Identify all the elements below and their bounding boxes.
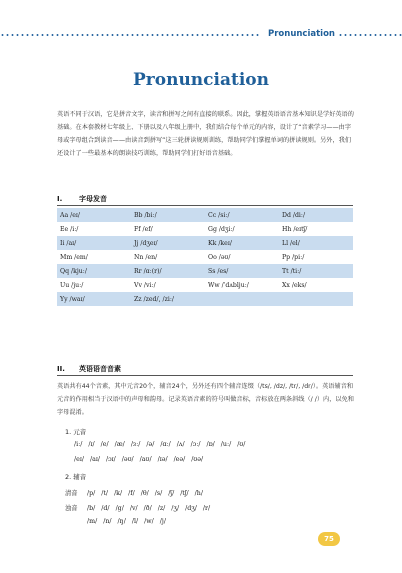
header-dotted-rule-right xyxy=(338,34,402,36)
consonants-heading: 2. 辅音 xyxy=(65,473,87,481)
phoneme-symbol: /ʊ/ xyxy=(237,441,246,448)
alphabet-row xyxy=(57,292,353,306)
phoneme-symbol: /θ/ xyxy=(140,490,149,497)
phoneme-symbol: /d/ xyxy=(101,505,110,512)
letter-cell: Dd /diː/ xyxy=(279,208,353,222)
letter-cell: Ii /aɪ/ xyxy=(57,236,131,250)
letter-cell: Jj /dʒeɪ/ xyxy=(131,236,205,250)
phoneme-symbol: /r/ xyxy=(202,505,211,512)
letter-cell: Gg /dʒiː/ xyxy=(205,222,279,236)
phoneme-symbol: /ɔː/ xyxy=(190,441,201,448)
phoneme-symbol: /iː/ xyxy=(74,441,83,448)
section-title: 英语语音音素 xyxy=(79,365,121,373)
letter-cell: Oo /əʊ/ xyxy=(205,250,279,264)
phoneme-symbol: /j/ xyxy=(159,518,166,525)
letter-cell: Ll /el/ xyxy=(279,236,353,250)
alphabet-row xyxy=(57,208,353,222)
section-heading-alphabet xyxy=(57,194,107,204)
intro-paragraph: 英语不同于汉语，它是拼音文字，读音和拼写之间有直接的联系。因此，掌握英语语音基本知识是学好英语的基础。在本套教材七年级上、下册以及八年级上册中，我们结合每个单元的内容，设计了“音素学习——由字母或字母组合到读音——由读音到拼写”这三轮拼读规则训练，帮助同学们掌握单词的拼读规则。另外，我们还设计了一些最基本的朗读技巧训练，帮助同学们打好语音基础。 xyxy=(57,111,354,157)
alphabet-row xyxy=(57,250,353,264)
letter-cell: Ww /ˈdʌbljuː/ xyxy=(205,278,279,292)
phoneme-paragraph: 英语共有44个音素，其中元音20个，辅音24个，另外还有四个辅音连缀（/ts/, /dz/, /tr/, /dr/）。英语辅音和元音的作用相当于汉语中的声母和韵母。记录英语音素的符号叫做音标，音标放在两条斜线（/ /）内，以免和字母混淆。 xyxy=(57,383,354,416)
letter-cell: Uu /juː/ xyxy=(57,278,131,292)
phoneme-symbol: /ɒ/ xyxy=(206,441,215,448)
phoneme-symbol: /t/ xyxy=(101,490,109,497)
vowel-row-monophthongs xyxy=(74,441,251,448)
phoneme-symbol: /ɪə/ xyxy=(157,456,168,463)
phoneme-symbol: /w/ xyxy=(144,518,154,525)
phoneme-symbol: /ə/ xyxy=(146,441,155,448)
voiced-symbols xyxy=(87,505,216,512)
phoneme-symbol: /e/ xyxy=(100,441,109,448)
letter-cell: Vv /viː/ xyxy=(131,278,205,292)
phoneme-symbol: /ɔɪ/ xyxy=(106,456,116,463)
phoneme-symbol: /eɪ/ xyxy=(74,456,84,463)
phoneme-symbol: /m/ xyxy=(87,518,98,525)
phoneme-symbol: /dʒ/ xyxy=(185,505,197,512)
voiceless-label: 清音 xyxy=(65,490,78,497)
phoneme-symbol: /ʒ/ xyxy=(171,505,180,512)
alphabet-table xyxy=(57,208,353,306)
alphabet-row xyxy=(57,278,353,292)
alphabet-row xyxy=(57,236,353,250)
letter-cell: Zz /zed/, /ziː/ xyxy=(131,292,205,306)
section-title: 字母发音 xyxy=(79,195,107,203)
letter-cell: Nn /en/ xyxy=(131,250,205,264)
phoneme-symbol: /ð/ xyxy=(143,505,152,512)
phoneme-symbol: /ŋ/ xyxy=(117,518,126,525)
phoneme-symbol: /h/ xyxy=(194,490,203,497)
letter-cell: Kk /keɪ/ xyxy=(205,236,279,250)
phoneme-symbol: /ʊə/ xyxy=(191,456,204,463)
header-dotted-rule-left xyxy=(0,34,260,36)
phoneme-symbol: /s/ xyxy=(154,490,163,497)
section-number: I. xyxy=(57,195,63,203)
phoneme-symbol: /əʊ/ xyxy=(121,456,134,463)
voiced-label: 浊音 xyxy=(65,505,78,512)
section-rule xyxy=(57,375,353,376)
page-title: Pronunciation xyxy=(133,70,269,90)
consonant-row-voiced xyxy=(65,503,216,512)
section-heading-phonemes xyxy=(57,364,121,374)
letter-cell: Ff /ef/ xyxy=(131,222,205,236)
phoneme-symbol: /eə/ xyxy=(173,456,186,463)
letter-cell: Tt /tiː/ xyxy=(279,264,353,278)
letter-cell: Hh /eɪtʃ/ xyxy=(279,222,353,236)
letter-cell xyxy=(205,292,279,306)
phoneme-symbol: /aɪ/ xyxy=(89,456,100,463)
letter-cell: Mm /em/ xyxy=(57,250,131,264)
phoneme-symbol: /ɪ/ xyxy=(88,441,95,448)
section-rule xyxy=(57,205,353,206)
consonant-row-other xyxy=(87,518,172,525)
phoneme-symbol: /f/ xyxy=(128,490,135,497)
letter-cell: Yy /waɪ/ xyxy=(57,292,131,306)
phoneme-symbol: /ɑː/ xyxy=(160,441,171,448)
phoneme-symbol: /æ/ xyxy=(114,441,125,448)
page-number: 75 xyxy=(318,532,340,546)
phoneme-symbol: /p/ xyxy=(87,490,96,497)
phoneme-symbol: /ʌ/ xyxy=(176,441,185,448)
phoneme-symbol: /aʊ/ xyxy=(139,456,152,463)
letter-cell: Aa /eɪ/ xyxy=(57,208,131,222)
section-number: II. xyxy=(57,365,65,373)
phoneme-symbol: /l/ xyxy=(131,518,139,525)
phoneme-symbol: /z/ xyxy=(157,505,166,512)
phoneme-symbol: /n/ xyxy=(103,518,112,525)
consonant-row-voiceless xyxy=(65,488,209,497)
phoneme-symbol: /g/ xyxy=(115,505,124,512)
phoneme-symbol: /tʃ/ xyxy=(180,490,189,497)
letter-cell: Pp /piː/ xyxy=(279,250,353,264)
letter-cell: Xx /eks/ xyxy=(279,278,353,292)
letter-cell: Ss /es/ xyxy=(205,264,279,278)
vowels-heading: 1. 元音 xyxy=(65,428,87,436)
letter-cell xyxy=(279,292,353,306)
vowel-row-diphthongs xyxy=(74,456,209,463)
phoneme-symbol: /ɜː/ xyxy=(130,441,141,448)
phoneme-symbol: /v/ xyxy=(129,505,138,512)
voiceless-symbols xyxy=(87,490,209,497)
letter-cell: Rr /ɑː(r)/ xyxy=(131,264,205,278)
letter-cell: Bb /biː/ xyxy=(131,208,205,222)
alphabet-row xyxy=(57,222,353,236)
phoneme-symbol: /k/ xyxy=(114,490,123,497)
phoneme-symbol: /b/ xyxy=(87,505,96,512)
letter-cell: Qq /kjuː/ xyxy=(57,264,131,278)
phoneme-symbol: /ʃ/ xyxy=(168,490,175,497)
alphabet-row xyxy=(57,264,353,278)
letter-cell: Cc /siː/ xyxy=(205,208,279,222)
running-header: Pronunciation xyxy=(268,29,335,39)
phoneme-symbol: /uː/ xyxy=(220,441,232,448)
letter-cell: Ee /iː/ xyxy=(57,222,131,236)
